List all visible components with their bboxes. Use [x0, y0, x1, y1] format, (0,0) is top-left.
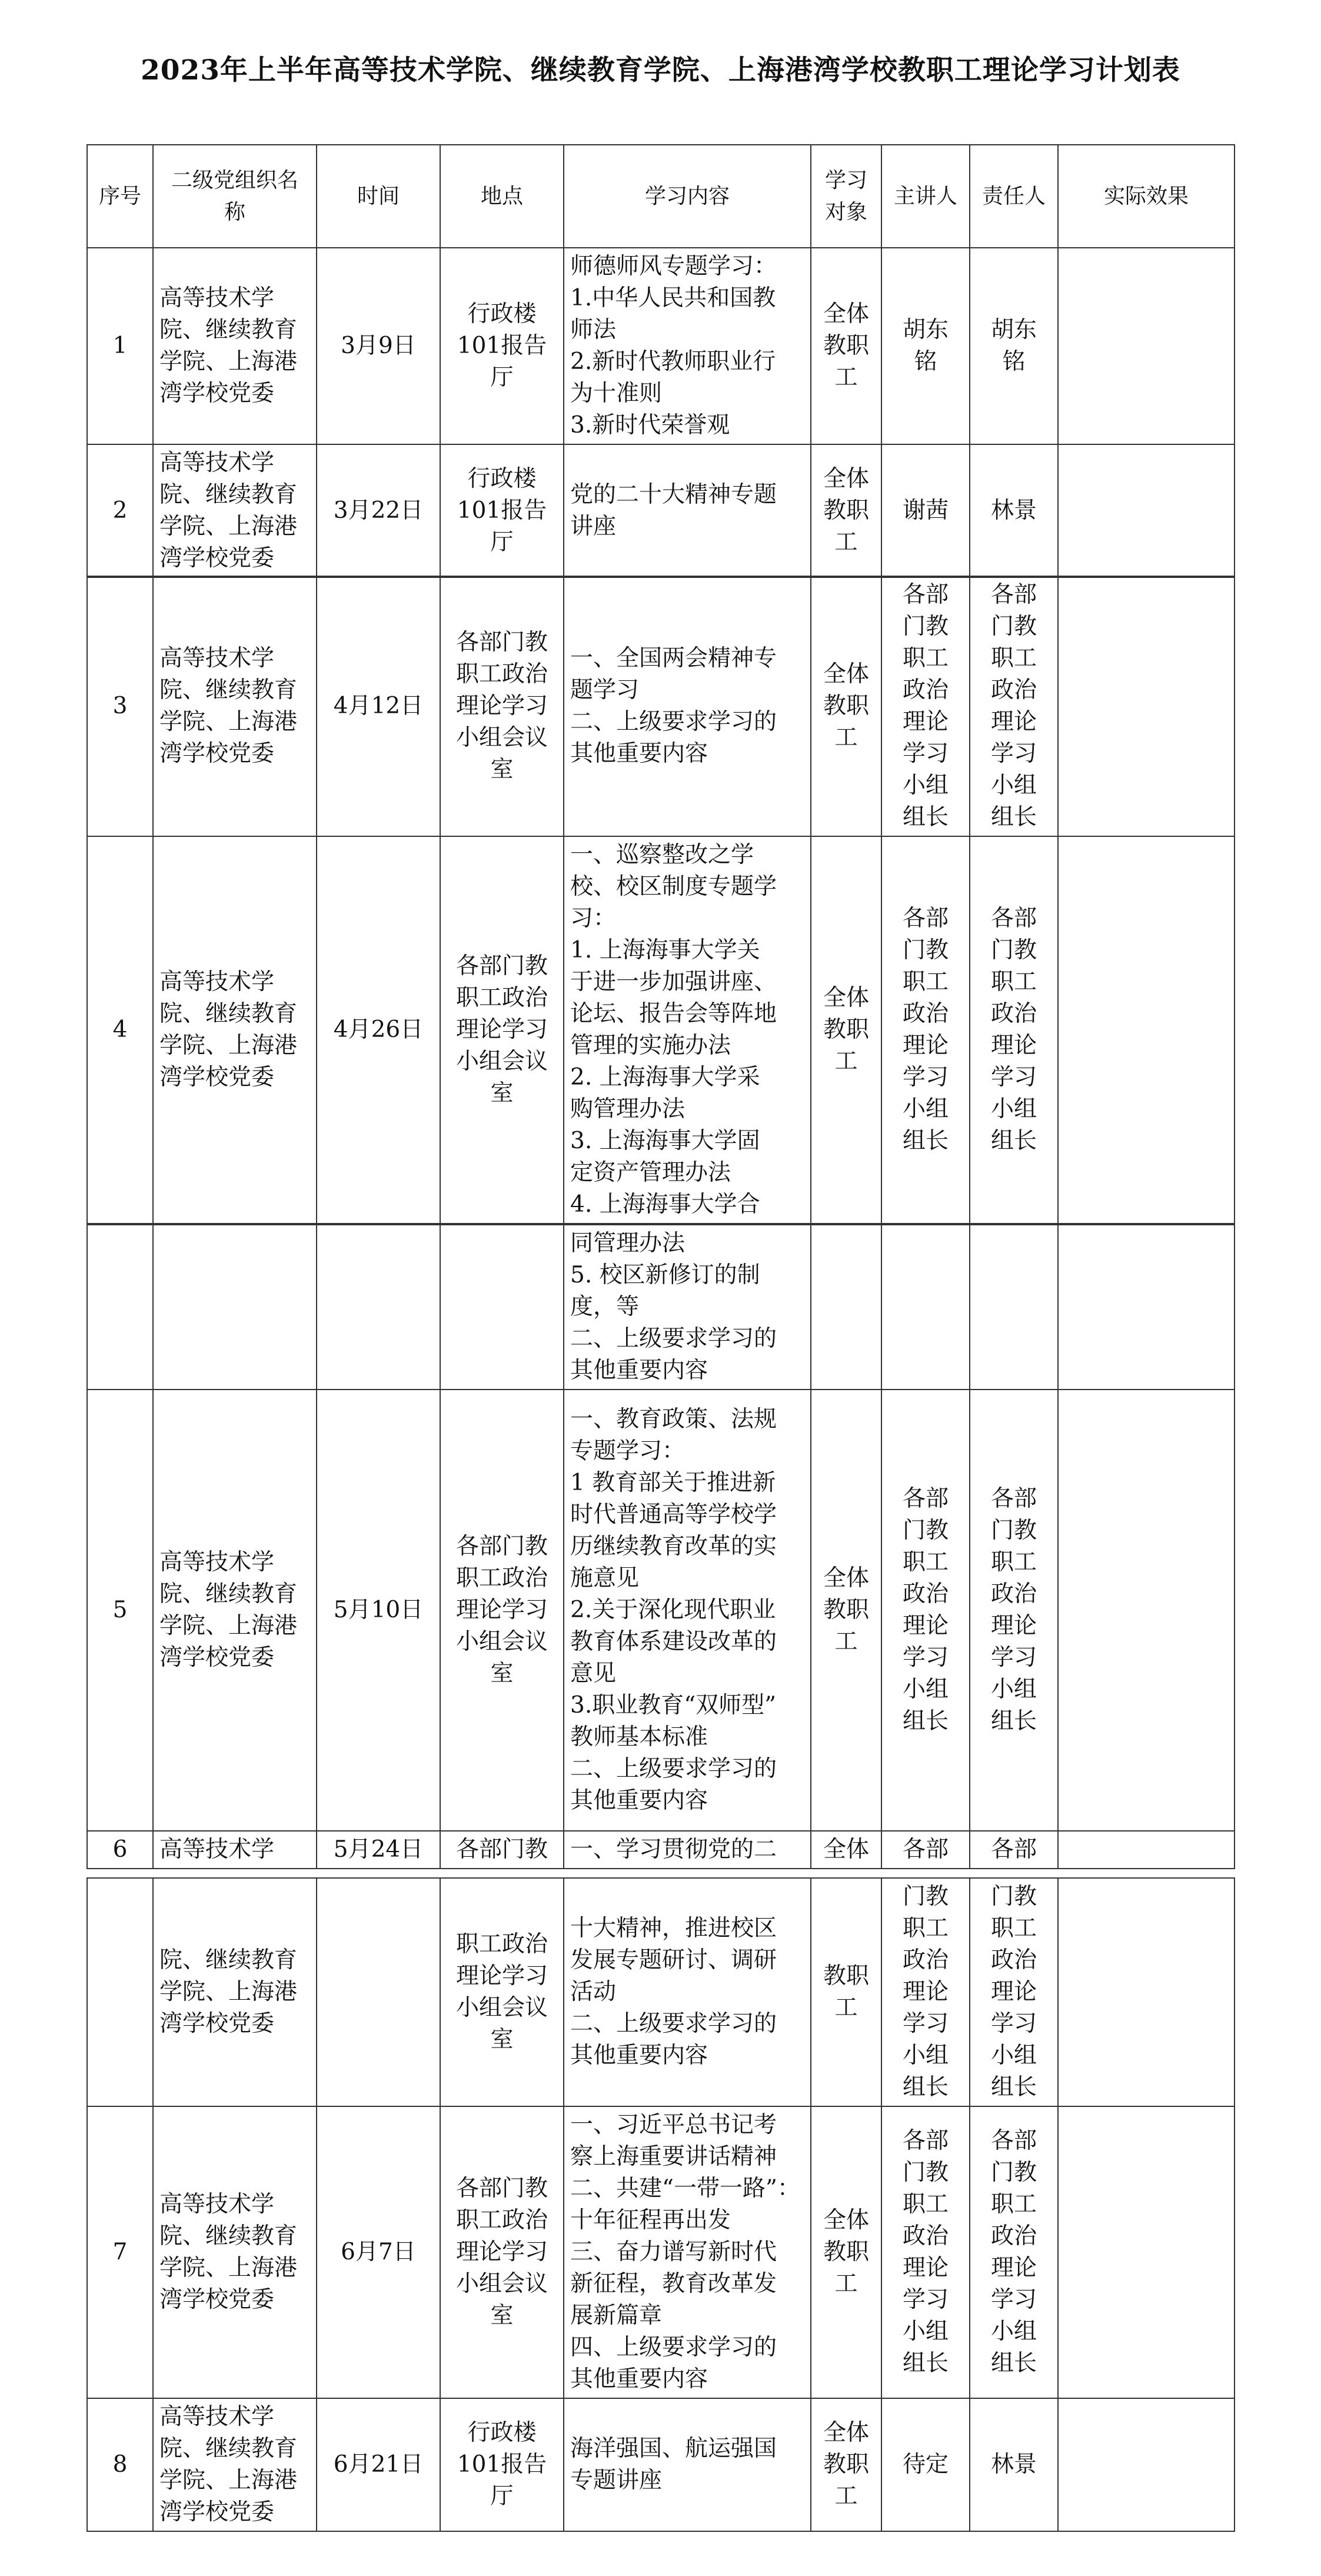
effect-cell — [1058, 1878, 1235, 2106]
effect-cell — [1058, 2106, 1235, 2398]
speaker-cell: 谢茜 — [881, 444, 970, 577]
plan-table-part-1 — [86, 144, 1235, 578]
header-cell: 序号 — [87, 145, 153, 248]
audience-cell: 全体 教职 工 — [811, 248, 881, 444]
header-cell: 二级党组织名 称 — [153, 145, 317, 248]
row-number — [87, 1878, 153, 2106]
location-cell: 各部门教 职工政治 理论学习 小组会议 室 — [440, 1390, 564, 1831]
effect-cell — [1058, 444, 1235, 577]
row-number: 2 — [87, 444, 153, 577]
location-cell: 行政楼 101报告 厅 — [440, 444, 564, 577]
party-org-cell: 高等技术学 院、继续教育 学院、上海港 湾学校党委 — [153, 2398, 317, 2531]
location-cell: 行政楼 101报告 厅 — [440, 248, 564, 444]
responsible-cell: 各部 门教 职工 政治 理论 学习 小组 组长 — [970, 836, 1058, 1224]
row-number: 1 — [87, 248, 153, 444]
header-cell: 主讲人 — [881, 145, 970, 248]
responsible-cell: 林景 — [970, 2398, 1058, 2531]
date-cell — [317, 1878, 440, 2106]
speaker-cell: 待定 — [881, 2398, 970, 2531]
responsible-cell: 各部 门教 职工 政治 理论 学习 小组 组长 — [970, 1390, 1058, 1831]
speaker-cell: 各部 门教 职工 政治 理论 学习 小组 组长 — [881, 1390, 970, 1831]
date-cell: 4月26日 — [317, 836, 440, 1224]
party-org-cell: 高等技术学 院、继续教育 学院、上海港 湾学校党委 — [153, 444, 317, 577]
effect-cell — [1058, 2398, 1235, 2531]
table-row — [87, 248, 1235, 444]
effect-cell — [1058, 1831, 1235, 1869]
date-cell: 3月9日 — [317, 248, 440, 444]
row-number: 3 — [87, 576, 153, 836]
responsible-cell: 胡东 铭 — [970, 248, 1058, 444]
content-cell: 海洋强国、航运强国 专题讲座 — [564, 2398, 811, 2531]
location-cell — [440, 1225, 564, 1390]
table-row — [87, 2398, 1235, 2531]
date-cell: 6月21日 — [317, 2398, 440, 2531]
location-cell: 职工政治 理论学习 小组会议 室 — [440, 1878, 564, 2106]
effect-cell — [1058, 248, 1235, 444]
row-number: 5 — [87, 1390, 153, 1831]
party-org-cell: 高等技术学 — [153, 1831, 317, 1869]
header-cell: 学习内容 — [564, 145, 811, 248]
audience-cell: 全体 教职 工 — [811, 1390, 881, 1831]
date-cell: 3月22日 — [317, 444, 440, 577]
row-number: 4 — [87, 836, 153, 1224]
plan-table-part-2 — [86, 576, 1235, 1224]
location-cell: 各部门教 职工政治 理论学习 小组会议 室 — [440, 836, 564, 1224]
audience-cell: 全体 教职 工 — [811, 444, 881, 577]
speaker-cell: 各部 — [881, 1831, 970, 1869]
content-cell: 一、全国两会精神专 题学习 二、上级要求学习的 其他重要内容 — [564, 576, 811, 836]
header-cell: 学习 对象 — [811, 145, 881, 248]
speaker-cell — [881, 1225, 970, 1390]
table-row — [87, 1878, 1235, 2106]
date-cell: 6月7日 — [317, 2106, 440, 2398]
header-cell: 实际效果 — [1058, 145, 1235, 248]
effect-cell — [1058, 1225, 1235, 1390]
table-row — [87, 1225, 1235, 1390]
speaker-cell: 各部 门教 职工 政治 理论 学习 小组 组长 — [881, 576, 970, 836]
party-org-cell — [153, 1225, 317, 1390]
responsible-cell: 门教 职工 政治 理论 学习 小组 组长 — [970, 1878, 1058, 2106]
party-org-cell: 高等技术学 院、继续教育 学院、上海港 湾学校党委 — [153, 1390, 317, 1831]
table-row — [87, 1831, 1235, 1869]
plan-table-part-3 — [86, 1224, 1235, 1869]
table-row — [87, 836, 1235, 1224]
responsible-cell: 林景 — [970, 444, 1058, 577]
audience-cell: 全体 — [811, 1831, 881, 1869]
row-number — [87, 1225, 153, 1390]
row-number: 8 — [87, 2398, 153, 2531]
content-cell: 一、习近平总书记考 察上海重要讲话精神 二、共建“一带一路”： 十年征程再出发 三、奋力谱写新时代 新征程，教育改革发 展新篇章 四、上级要求学习的 其他重要内容 — [564, 2106, 811, 2398]
table-row — [87, 444, 1235, 577]
location-cell: 各部门教 职工政治 理论学习 小组会议 室 — [440, 2106, 564, 2398]
party-org-cell: 高等技术学 院、继续教育 学院、上海港 湾学校党委 — [153, 2106, 317, 2398]
location-cell: 各部门教 — [440, 1831, 564, 1869]
table-row — [87, 1390, 1235, 1831]
audience-cell: 全体 教职 工 — [811, 2398, 881, 2531]
header-cell: 时间 — [317, 145, 440, 248]
row-number: 7 — [87, 2106, 153, 2398]
table-row — [87, 576, 1235, 836]
content-cell: 党的二十大精神专题 讲座 — [564, 444, 811, 577]
page-title: 2023年上半年高等技术学院、继续教育学院、上海港湾学校教职工理论学习计划表 — [141, 54, 1180, 87]
speaker-cell: 门教 职工 政治 理论 学习 小组 组长 — [881, 1878, 970, 2106]
table-row — [87, 2106, 1235, 2398]
party-org-cell: 高等技术学 院、继续教育 学院、上海港 湾学校党委 — [153, 248, 317, 444]
content-cell: 师德师风专题学习： 1.中华人民共和国教 师法 2.新时代教师职业行 为十准则 3.新时代荣誉观 — [564, 248, 811, 444]
content-cell: 同管理办法 5. 校区新修订的制 度，等 二、上级要求学习的 其他重要内容 — [564, 1225, 811, 1390]
speaker-cell: 各部 门教 职工 政治 理论 学习 小组 组长 — [881, 2106, 970, 2398]
responsible-cell: 各部 门教 职工 政治 理论 学习 小组 组长 — [970, 2106, 1058, 2398]
date-cell — [317, 1225, 440, 1390]
header-cell: 责任人 — [970, 145, 1058, 248]
audience-cell: 教职 工 — [811, 1878, 881, 2106]
location-cell: 各部门教 职工政治 理论学习 小组会议 室 — [440, 576, 564, 836]
party-org-cell: 院、继续教育 学院、上海港 湾学校党委 — [153, 1878, 317, 2106]
header-cell: 地点 — [440, 145, 564, 248]
header-row — [87, 145, 1235, 248]
content-cell: 一、学习贯彻党的二 — [564, 1831, 811, 1869]
audience-cell — [811, 1225, 881, 1390]
party-org-cell: 高等技术学 院、继续教育 学院、上海港 湾学校党委 — [153, 576, 317, 836]
responsible-cell — [970, 1225, 1058, 1390]
location-cell: 行政楼 101报告 厅 — [440, 2398, 564, 2531]
content-cell: 十大精神，推进校区 发展专题研讨、调研 活动 二、上级要求学习的 其他重要内容 — [564, 1878, 811, 2106]
responsible-cell: 各部 — [970, 1831, 1058, 1869]
speaker-cell: 胡东 铭 — [881, 248, 970, 444]
speaker-cell: 各部 门教 职工 政治 理论 学习 小组 组长 — [881, 836, 970, 1224]
audience-cell: 全体 教职 工 — [811, 836, 881, 1224]
content-cell: 一、教育政策、法规 专题学习： 1 教育部关于推进新 时代普通高等学校学 历继续教育改革的实 施意见 2.关于深化现代职业 教育体系建设改革的 意见 3.职业教育“双师型” 教师基本标准 二、上级要求学习的 其他重要内容 — [564, 1390, 811, 1831]
effect-cell — [1058, 836, 1235, 1224]
effect-cell — [1058, 1390, 1235, 1831]
date-cell: 4月12日 — [317, 576, 440, 836]
row-number: 6 — [87, 1831, 153, 1869]
effect-cell — [1058, 576, 1235, 836]
plan-table-part-4 — [86, 1877, 1235, 2532]
audience-cell: 全体 教职 工 — [811, 576, 881, 836]
audience-cell: 全体 教职 工 — [811, 2106, 881, 2398]
content-cell: 一、巡察整改之学 校、校区制度专题学 习： 1. 上海海事大学关 于进一步加强讲座、 论坛、报告会等阵地 管理的实施办法 2. 上海海事大学采 购管理办法 3. 上海海事大学固 定资产管理办法 4. 上海海事大学合 — [564, 836, 811, 1224]
date-cell: 5月10日 — [317, 1390, 440, 1831]
responsible-cell: 各部 门教 职工 政治 理论 学习 小组 组长 — [970, 576, 1058, 836]
date-cell: 5月24日 — [317, 1831, 440, 1869]
party-org-cell: 高等技术学 院、继续教育 学院、上海港 湾学校党委 — [153, 836, 317, 1224]
